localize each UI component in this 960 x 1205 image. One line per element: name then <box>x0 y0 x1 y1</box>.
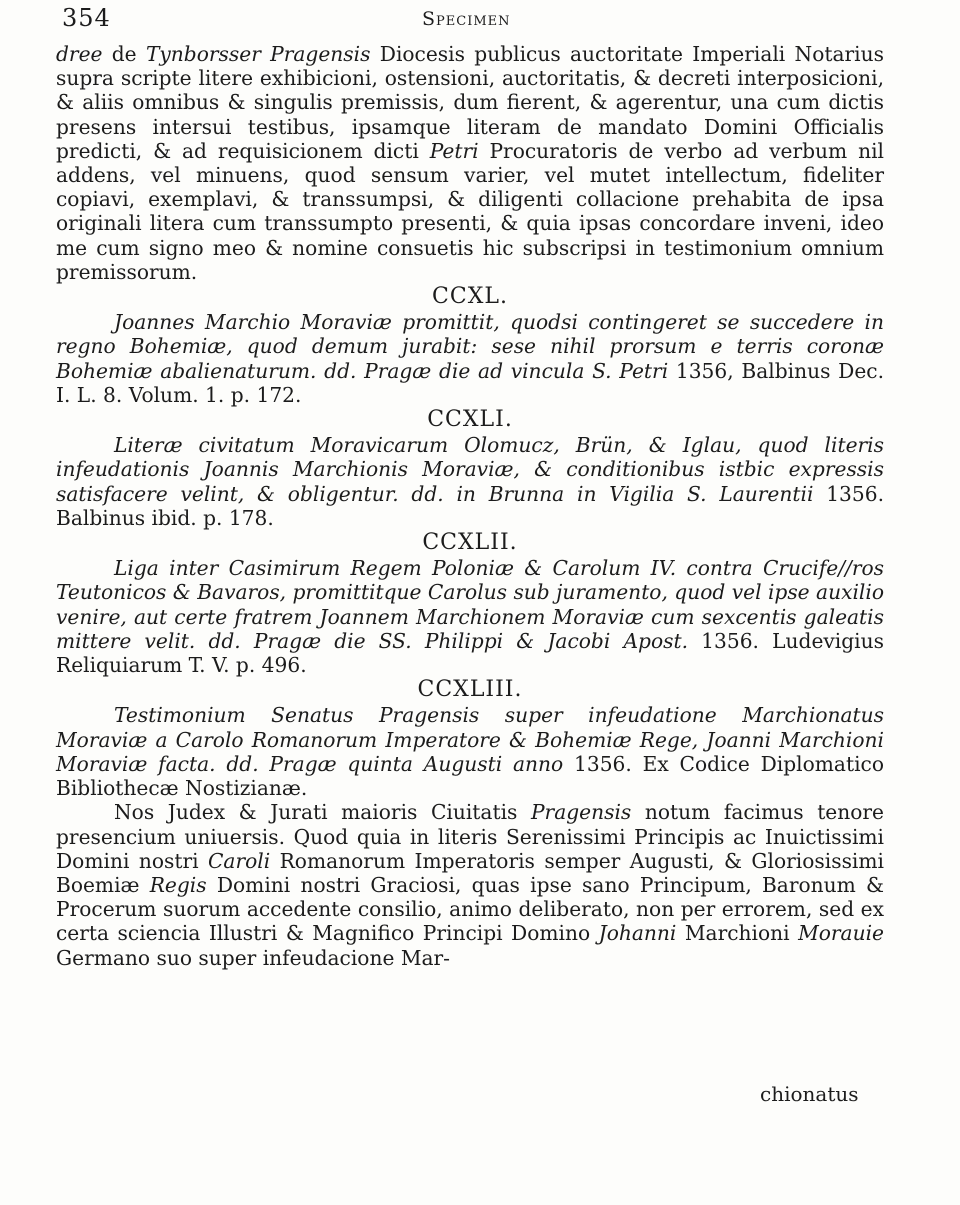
text-fragment: Nos Judex & Jurati maioris Ciuitatis <box>114 800 531 825</box>
text-fragment: Johanni <box>598 921 677 946</box>
page-header <box>62 4 882 34</box>
text-fragment: Joannes Marchio Moraviæ promittit, quodsi contingeret se succedere in regno Bohemiæ, quod demum jurabit: sese nihil prorsum e terris coronæ Bohemiæ abalienaturum. dd. Pragæ die ad vincula S. Petri <box>56 310 884 383</box>
text-fragment: 1356. Ludevigius Reliquiarum T. V. p. 496. <box>56 628 884 678</box>
page-body <box>56 42 884 970</box>
text-fragment: notum facimus tenore presencium uniuersis. Quod quia in literis Serenissimi Principis ac Inuictissimi Domini nostri <box>56 800 885 873</box>
text-fragment: de <box>102 42 146 66</box>
paragraph-ccxlii <box>56 556 884 677</box>
paragraph-ccxli <box>56 433 884 530</box>
text-fragment: 1356, Balbinus Dec. I. L. 8. Volum. 1. p. 172. <box>56 358 885 407</box>
section-heading-ccxli: CCXLI. <box>427 407 513 433</box>
text-fragment: Testimonium Senatus Pragensis super infeudatione Marchionatus Moraviæ a Carolo Romanorum Imperatore & Bohemiæ Rege, Joanni Marchioni Moraviæ facta. dd. Pragæ quinta Augusti anno <box>56 703 884 776</box>
paragraph-ccxliii <box>56 703 884 800</box>
text-fragment: Germano suo super infeudacione Mar- <box>56 945 451 970</box>
text-fragment: Diocesis publicus auctoritate Imperiali Notarius supra scripte litere exhibicioni, ostensioni, auctoritatis, & decreti interposicioni, & aliis omnibus & singulis premissis, dum fierent, & agerentur, una cum dictis presens intersui testibus, ipsamque literam de mandato Domini Officialis predicti, & ad requisicionem dicti <box>56 42 884 163</box>
text-fragment: Petri <box>429 138 479 163</box>
paragraph-ccxl <box>56 310 884 407</box>
text-fragment: dree <box>56 42 103 66</box>
text-fragment: Domini nostri Graciosi, quas ipse sano Principum, Baronum & Procerum suorum accedente consilio, animo deliberato, non per errorem, sed ex certa sciencia Illustri & Magnifico Principi Domino <box>56 872 884 946</box>
text-fragment: Marchioni <box>676 921 799 946</box>
text-fragment: Liga inter Casimirum Regem Poloniæ & Carolum IV. contra Crucife//ros Teutonicos & Bavaros, promittitque Carolus sub juramento, quod vel ipse auxilio venire, aut certe fratrem Joannem Marchionem Moraviæ cum sexcentis galeatis mittere velit. dd. Pragæ die SS. Philippi & Jacobi Apost. <box>56 556 884 653</box>
page-number: 354 <box>62 4 111 32</box>
text-fragment: Morauie <box>798 921 884 946</box>
text-fragment: Regis <box>149 872 207 897</box>
section-heading-ccxliii: CCXLIII. <box>417 677 523 703</box>
text-fragment: Pragensis <box>530 800 632 825</box>
text-fragment: Procuratoris de verbo ad verbum nil addens, vel minuens, quod sensum varier, vel mutet intellectum, fideliter copiavi, exemplavi, & transsumpsi, & diligenti collacione prehabita de ipsa originali litera cum transsumpto presenti, & quia ipsas concordare inveni, ideo me cum signo meo & nomine consuetis hic subscripsi in testimonium omnium premissorum. <box>56 138 885 284</box>
section-heading-ccxlii: CCXLII. <box>422 530 518 556</box>
paragraph-notary-continuation <box>56 42 884 284</box>
paragraph-charter-text <box>56 800 884 969</box>
text-fragment: Romanorum Imperatoris semper Augusti, & Gloriosissimi Boemiæ <box>56 848 884 897</box>
running-head: Specimen <box>422 8 511 30</box>
text-fragment: 1356. Balbinus ibid. p. 178. <box>56 481 884 530</box>
text-fragment: Literæ civitatum Moravicarum Olomucz, Brün, & Iglau, quod literis infeudationis Joannis Marchionis Moraviæ, & conditionibus istbic expressis satisfacere velint, & obligentur. dd. in Brunna in Vigilia S. Laurentii <box>56 433 884 506</box>
text-fragment: 1356. Ex Codice Diplomatico Bibliothecæ Nostizianæ. <box>56 751 884 801</box>
text-fragment: Tynborsser Pragensis <box>145 42 371 66</box>
text-fragment: Caroli <box>207 848 271 873</box>
catchword: chionatus <box>760 1082 859 1106</box>
section-heading-ccxl: CCXL. <box>432 284 508 310</box>
